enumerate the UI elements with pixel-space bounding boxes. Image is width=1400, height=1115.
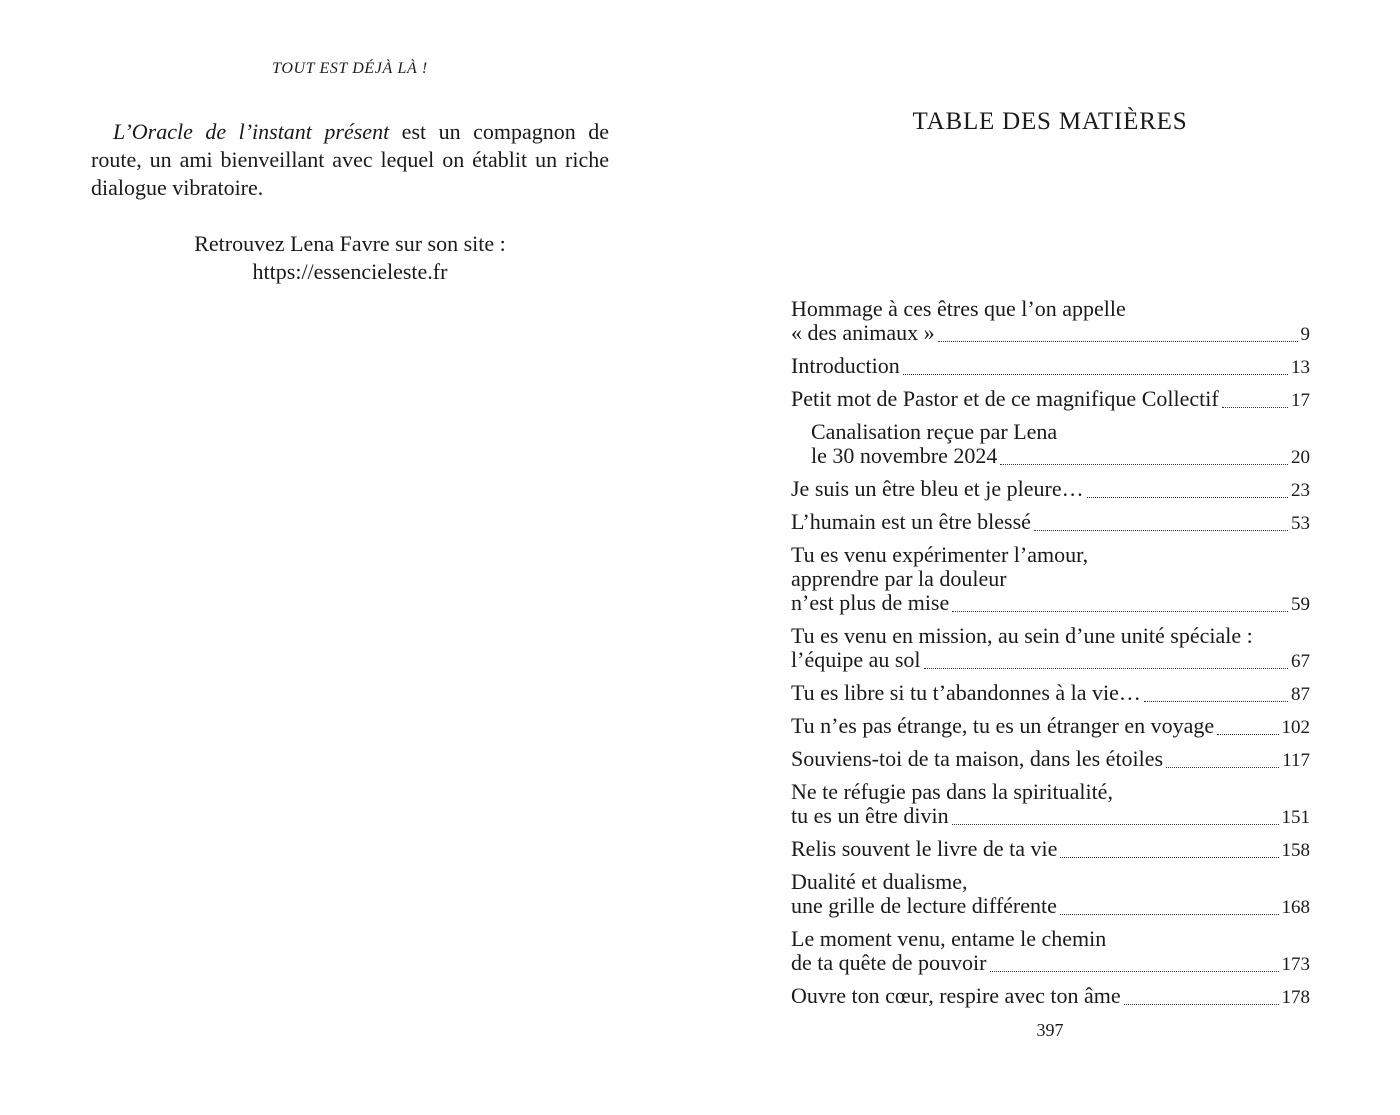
dot-leader: [1217, 734, 1278, 735]
toc-entry-line: n’est plus de mise: [791, 590, 950, 615]
toc-entry-line: Tu es venu expérimenter l’amour,: [791, 542, 1089, 567]
toc-entry-final-line: [791, 591, 1310, 617]
toc-entry-line: Le moment venu, entame le chemin: [791, 926, 1107, 951]
dot-leader: [990, 971, 1279, 972]
toc-entry-final-line: [791, 648, 1310, 674]
toc-entry-final-line: [791, 984, 1310, 1010]
toc-entry-final-line: [791, 354, 1310, 380]
toc-entry-final-line: [791, 714, 1310, 740]
toc-entry-line: Relis souvent le livre de ta vie: [791, 836, 1058, 861]
toc-page-number: 17: [1291, 390, 1310, 411]
dot-leader: [1144, 701, 1288, 702]
toc-entry-line: Ne te réfugie pas dans la spiritualité,: [791, 779, 1113, 804]
toc-page-number: 158: [1281, 840, 1310, 861]
toc-entry-final-line: [811, 444, 1310, 470]
dot-leader: [1060, 914, 1279, 915]
toc-entry-final-line: [791, 321, 1310, 347]
toc-entry-line: « des animaux »: [791, 320, 935, 345]
toc-entry-line: Dualité et dualisme,: [791, 869, 968, 894]
dot-leader: [1060, 857, 1278, 858]
toc-page-number: 53: [1291, 513, 1310, 534]
toc-entry-line: Je suis un être bleu et je pleure…: [791, 476, 1084, 501]
toc-entry-line: Ouvre ton cœur, respire avec ton âme: [791, 983, 1121, 1008]
toc-entry-line: Tu n’es pas étrange, tu es un étranger en voyage: [791, 713, 1215, 738]
toc-entry: [791, 780, 1310, 830]
toc-page-number: 151: [1281, 807, 1310, 828]
toc-page-number: 168: [1281, 897, 1310, 918]
toc-entry: [791, 543, 1310, 617]
toc-entry-final-line: [791, 387, 1310, 413]
toc-page-number: 67: [1291, 651, 1310, 672]
toc-entry-final-line: [791, 804, 1310, 830]
toc-entry-line: tu es un être divin: [791, 803, 949, 828]
toc-entry-final-line: [791, 510, 1310, 536]
website-url: https://essencieleste.fr: [252, 259, 448, 284]
book-title-italic: L’Oracle de l’instant présent: [113, 119, 390, 144]
dot-leader: [924, 668, 1288, 669]
toc-entry: [791, 714, 1310, 740]
website-intro: Retrouvez Lena Favre sur son site :: [194, 231, 506, 256]
intro-paragraph: [91, 118, 609, 202]
dot-leader: [1087, 497, 1288, 498]
page-number: 397: [1036, 1020, 1064, 1040]
toc-page-number: 23: [1291, 480, 1310, 501]
toc-entry: [791, 984, 1310, 1010]
toc-entry-line: le 30 novembre 2024: [811, 443, 998, 468]
toc-entry-final-line: [791, 837, 1310, 863]
toc-entry: [791, 510, 1310, 536]
toc-entry: [791, 927, 1310, 977]
toc-entry: [791, 681, 1310, 707]
dot-leader: [1000, 464, 1288, 465]
website-block: [90, 230, 610, 286]
dot-leader: [952, 611, 1288, 612]
toc-entry-line: Petit mot de Pastor et de ce magnifique Collectif: [791, 386, 1219, 411]
toc-entry: [791, 837, 1310, 863]
toc-entry-final-line: [791, 894, 1310, 920]
toc-page-number: 59: [1291, 594, 1310, 615]
toc-page-number: 173: [1281, 954, 1310, 975]
toc-entry: [791, 870, 1310, 920]
toc-page-number: 87: [1291, 684, 1310, 705]
toc-entry-line: l’équipe au sol: [791, 647, 921, 672]
right-page: [700, 0, 1400, 1115]
toc-entry-line: apprendre par la douleur: [791, 566, 1007, 591]
toc-entry-line: Hommage à ces êtres que l’on appelle: [791, 296, 1126, 321]
dot-leader: [938, 341, 1298, 342]
toc-entry: [791, 297, 1310, 347]
dot-leader: [1166, 767, 1279, 768]
toc-entry-line: Souviens-toi de ta maison, dans les étoiles: [791, 746, 1164, 771]
intro-paragraph-text: est un compagnon de route, un ami bienveillant avec lequel on établit un riche dialogue vibratoire.: [91, 119, 609, 200]
dot-leader: [903, 374, 1288, 375]
toc-page-number: 13: [1291, 357, 1310, 378]
dot-leader: [1222, 407, 1288, 408]
toc-entry: [791, 420, 1310, 470]
toc-entry-line: Tu es venu en mission, au sein d’une unité spéciale :: [791, 623, 1253, 648]
toc-page-number: 102: [1281, 717, 1310, 738]
running-head: TOUT EST DÉJÀ LÀ !: [272, 60, 428, 77]
toc-entry-line: Introduction: [791, 353, 900, 378]
toc-page-number: 117: [1282, 750, 1310, 771]
toc-title: TABLE DES MATIÈRES: [912, 108, 1188, 135]
table-of-contents: [791, 297, 1310, 1017]
dot-leader: [1124, 1004, 1279, 1005]
toc-entry-line: de ta quête de pouvoir: [791, 950, 987, 975]
dot-leader: [952, 824, 1279, 825]
toc-entry: [791, 387, 1310, 413]
toc-page-number: 178: [1281, 987, 1310, 1008]
toc-entry-final-line: [791, 747, 1310, 773]
toc-entry-line: L’humain est un être blessé: [791, 509, 1031, 534]
toc-entry-final-line: [791, 477, 1310, 503]
toc-entry-line: Tu es libre si tu t’abandonnes à la vie…: [791, 680, 1141, 705]
toc-entry: [791, 354, 1310, 380]
toc-page-number: 9: [1300, 324, 1310, 345]
toc-entry-final-line: [791, 951, 1310, 977]
toc-entry-final-line: [791, 681, 1310, 707]
toc-entry-line: Canalisation reçue par Lena: [811, 419, 1058, 444]
toc-entry-line: une grille de lecture différente: [791, 893, 1057, 918]
toc-entry: [791, 624, 1310, 674]
toc-entry: [791, 747, 1310, 773]
dot-leader: [1034, 530, 1288, 531]
toc-entry: [791, 477, 1310, 503]
toc-page-number: 20: [1291, 447, 1310, 468]
